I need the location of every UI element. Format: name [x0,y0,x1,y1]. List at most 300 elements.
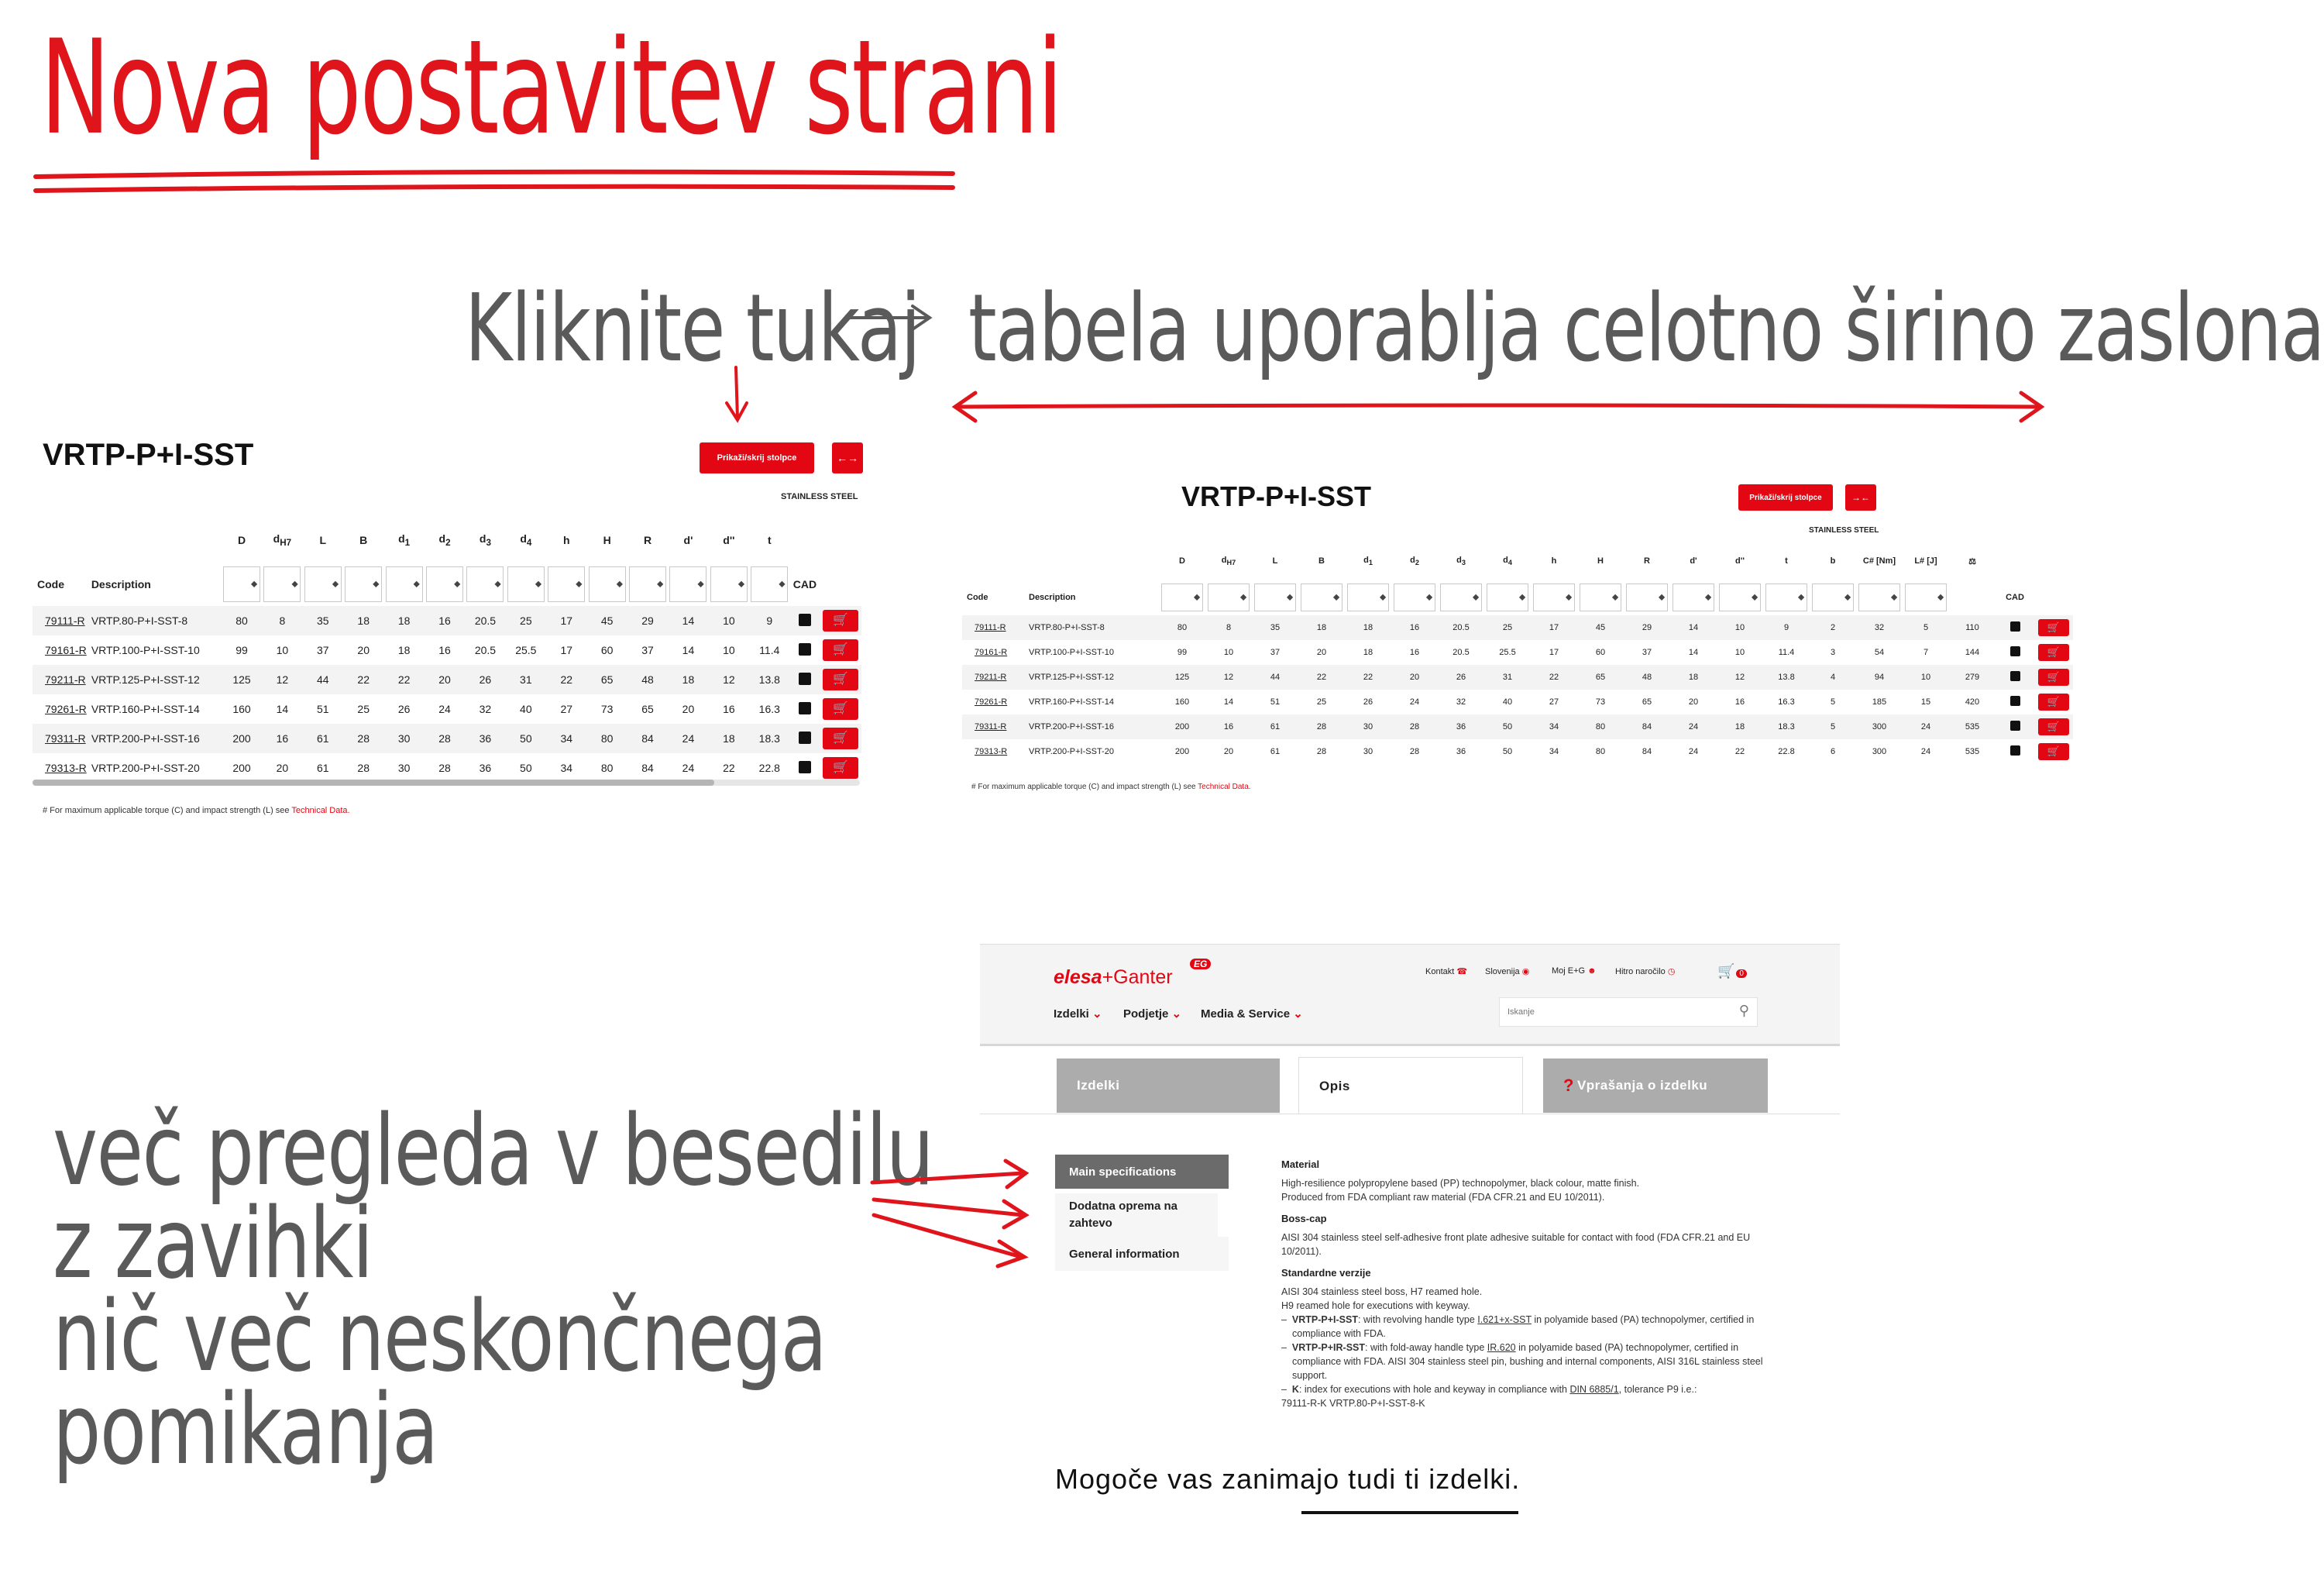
dim-header: L# [J] [1914,556,1937,566]
table-cell: 48 [1624,665,1670,690]
table-cell: 20 [425,665,465,694]
filter-cell [506,563,546,606]
table-row [33,665,861,694]
table-cell: 22 [383,665,424,694]
table-cell: 37 [317,644,329,656]
table-cell: 420 [1965,697,1980,707]
nav-company[interactable] [1123,1007,1181,1021]
table-cell: 60 [600,644,614,656]
table-cell: 185 [1872,697,1887,707]
top-link-country[interactable] [1485,966,1529,976]
table-cell: 27 [1549,697,1559,707]
bosscap-text: AISI 304 stainless steel self-adhesive front plate adhesive suitable for contact with food (FDA CFR.21 and EU 10/2011). [1281,1232,1751,1257]
table-cell: 26 [465,665,505,694]
column-filter-select[interactable] [1580,584,1621,611]
cart-icon: 🛒 [833,643,849,656]
table-cell: 24 [1920,747,1931,756]
bosscap-title: Boss-cap [1281,1213,1327,1224]
column-filter-select[interactable] [1905,584,1947,611]
column-filter-select[interactable] [1719,584,1761,611]
table-cell: 32 [1856,615,1903,640]
filter-cell [425,563,465,606]
table-cell: 20.5 [474,644,497,656]
filter-cell [383,563,424,606]
table-cell: 29 [1624,615,1670,640]
related-products-title: Mogoče vas zanimajo tudi ti izdelki. [1055,1463,1521,1495]
variant-2-link[interactable]: IR.620 [1487,1342,1516,1353]
table-cell: 80 [1577,714,1624,739]
table-cell: 61 [317,762,329,774]
left-footnote-text: # For maximum applicable torque (C) and impact strength (L) see [43,806,292,815]
variant-1-text-a: : with revolving handle type [1358,1314,1478,1325]
dim-header: $d_3$ [479,532,491,548]
column-filter-select[interactable] [629,566,666,602]
cart-icon: 🛒 [2047,646,2061,658]
cube-icon [799,643,811,656]
table-cell: 144 [1965,648,1980,657]
filter-row [962,580,2073,615]
description-header: Description [1029,593,1076,602]
left-scroll-thumb[interactable] [33,780,714,786]
dim-header: d'' [723,534,735,546]
product-description: VRTP.100-P+I-SST-10 [1029,648,1114,657]
table-cell: 10 [1903,665,1949,690]
add-to-cart-cell [820,665,861,694]
table-cell: 18 [343,606,383,635]
table-cell: 36 [465,724,505,753]
add-to-cart-cell [2034,690,2073,714]
dim-header: R [1644,556,1650,566]
menu-accessories[interactable]: Dodatna oprema na zahtevo [1055,1193,1218,1237]
table-cell: 17 [1549,648,1559,657]
table-cell: 17 [560,644,573,656]
variant-k-link[interactable]: DIN 6885/1 [1569,1384,1619,1395]
add-to-cart-button[interactable] [2038,718,2069,735]
table-cell: 31 [506,665,546,694]
cad-download-button[interactable] [1996,714,2034,739]
table-cell: 10 [276,644,289,656]
table-cell: 4 [1810,665,1856,690]
table-cell: 28 [438,762,451,774]
filter-cell [1624,580,1670,615]
table-row [962,690,2073,714]
header-spacer [1996,542,2034,580]
table-cell: 99 [235,644,248,656]
product-code-link[interactable]: 79111-R [33,606,91,635]
cart-icon: 🛒 [2047,745,2061,757]
search-input[interactable] [1500,998,1718,1026]
table-cell: 26 [1438,665,1484,690]
cad-download-button[interactable] [1996,665,2034,690]
table-cell: 125 [1159,665,1205,690]
table-cell: 73 [600,703,614,715]
table-cell: 26 [397,703,411,715]
table-cell: 7 [1923,648,1929,657]
column-filter-select[interactable] [1858,584,1900,611]
column-filter-select[interactable] [1765,584,1807,611]
table-cell: 27 [560,703,573,715]
cad-download-button[interactable] [789,694,820,724]
table-cell: 51 [317,703,329,715]
table-row [962,739,2073,764]
tab-description[interactable]: Opis [1298,1057,1523,1114]
header-spacer [2034,542,2073,580]
globe-icon: ◉ [1521,967,1530,976]
filter-cell [546,563,586,606]
column-filter-select[interactable] [1440,584,1482,611]
filter-cell [1345,580,1391,615]
table-cell: 11.4 [1778,648,1795,657]
right-technical-data-link[interactable]: Technical Data. [1198,783,1251,791]
table-cell: 45 [1577,615,1624,640]
add-to-cart-cell [820,753,861,783]
annotation-overview-1: več pregleda v besedilu [53,1093,933,1207]
filter-cell [343,563,383,606]
table-cell: 44 [303,665,343,694]
table-cell: 37 [1270,648,1281,657]
cad-download-button[interactable] [789,753,820,783]
top-link-contact[interactable] [1425,966,1467,976]
column-filter-select[interactable] [548,566,585,602]
table-cell: 26 [1363,697,1373,707]
cart-icon: 🛒 [833,761,849,774]
filter-cell [1484,580,1531,615]
variant-k-name: K [1291,1384,1299,1395]
table-cell: 40 [520,703,532,715]
column-filter-select[interactable] [589,566,626,602]
table-cell: 28 [357,762,370,774]
expand-arrows-icon: ←→ [837,452,858,464]
cad-download-button[interactable] [789,665,820,694]
top-link-quick-order-label: Hitro naročilo [1615,967,1666,976]
table-cell: 13.8 [1763,665,1810,690]
product-description: VRTP.200-P+I-SST-16 [1029,714,1159,739]
chevron-down-icon: ⌄ [1092,1007,1102,1021]
table-cell: 94 [1856,665,1903,690]
table-cell: 13.8 [749,665,789,694]
table-cell: 80 [1159,615,1205,640]
standard-line-2: H9 reamed hole for executions with keyway. [1281,1300,1470,1311]
table-row [962,615,2073,640]
table-cell: 200 [1159,714,1205,739]
standard-title: Standardne verzije [1281,1267,1371,1279]
variant-2-text-a: : with fold-away handle type [1365,1342,1487,1353]
material-title: Material [1281,1158,1320,1170]
add-to-cart-button[interactable] [2038,644,2069,661]
variant-2-name: VRTP-P+IR-SST [1291,1342,1366,1353]
product-code-link[interactable]: 79313-R [45,762,87,774]
table-cell: 28 [1298,714,1345,739]
table-cell: 34 [1531,714,1577,739]
dim-header: h [562,534,570,546]
table-cell: 16 [1734,697,1745,707]
dim-header: t [767,534,772,546]
add-to-cart-button[interactable] [823,698,858,720]
table-cell: 22 [1734,747,1745,756]
left-material-header: STAINLESS STEEL [781,492,858,501]
phone-icon: ☎ [1456,967,1468,976]
variant-k: – K: index for executions with hole and keyway in compliance with DIN 6885/1, tolerance P9 i.e.: [1281,1384,1697,1395]
table-cell: 37 [1642,648,1652,657]
header-spacer [820,518,861,563]
variant-k-text-b: , tolerance P9 i.e.: [1618,1384,1697,1395]
header-spacer [33,518,222,563]
product-code-link[interactable]: 79211-R [33,665,91,694]
table-cell: 18.3 [1763,714,1810,739]
tab-questions[interactable] [1543,1059,1768,1113]
left-technical-data-link[interactable]: Technical Data. [291,806,350,815]
table-cell: 8 [1205,615,1252,640]
table-cell: 18 [1670,665,1717,690]
cart-icon: 🛒 [833,732,849,745]
logo-elesa: elesa [1054,966,1102,988]
add-to-cart-button[interactable] [823,639,858,661]
table-cell: 54 [1874,648,1885,657]
table-cell: 50 [520,762,532,774]
product-code-link[interactable]: 79261-R [45,703,87,715]
table-cell: 20 [1688,697,1699,707]
table-cell: 20.5 [465,606,505,635]
menu-general-information[interactable]: General information [1055,1237,1229,1271]
table-cell: 20 [1223,747,1234,756]
table-row [962,665,2073,690]
column-filter-select[interactable] [304,566,342,602]
column-filter-select[interactable] [1487,584,1528,611]
column-filter-select[interactable] [263,566,301,602]
cad-download-button[interactable] [789,635,820,665]
dim-header: L [1272,556,1278,566]
product-code-link[interactable]: 79161-R [45,644,87,656]
table-cell: 20.5 [1438,615,1484,640]
dim-header: H [1597,556,1604,566]
table-cell: 22 [1531,665,1577,690]
column-filter-select[interactable] [466,566,504,602]
column-filter-select[interactable] [1394,584,1435,611]
cube-icon [799,761,811,773]
left-expand-button[interactable] [832,442,863,473]
table-cell: 18 [397,644,411,656]
table-cell: 14 [682,644,695,656]
cad-download-button[interactable] [789,724,820,753]
add-to-cart-button[interactable] [2038,619,2069,636]
table-cell: 22 [723,762,735,774]
table-cell: 16 [438,644,451,656]
product-code-link[interactable]: 79311-R [33,724,91,753]
description-header: Description [91,578,151,590]
dim-header: d' [683,534,693,546]
dim-header: $d_3$ [1456,555,1466,567]
table-cell: 20 [357,644,370,656]
product-code-link[interactable]: 79211-R [962,665,1029,690]
table-row [33,724,861,753]
column-filter-select[interactable] [1533,584,1575,611]
filter-cell [262,563,302,606]
table-cell: 30 [397,762,411,774]
table-cell: 32 [479,703,492,715]
search-icon[interactable]: ⚲ [1738,1003,1749,1018]
cad-download-button[interactable] [1996,615,2034,640]
table-cell: 5 [1903,615,1949,640]
left-scrollbar[interactable] [33,780,860,786]
table-cell: 18 [1717,714,1763,739]
filter-cell [1903,580,1949,615]
column-filter-select[interactable] [1673,584,1714,611]
nav-media-label: Media & Service [1201,1007,1291,1021]
cad-download-button[interactable] [1996,739,2034,764]
top-link-quick-order[interactable] [1615,966,1675,976]
add-to-cart-button[interactable] [2038,743,2069,760]
table-cell: 10 [1717,615,1763,640]
cad-download-button[interactable] [789,606,820,635]
table-cell: 12 [262,665,302,694]
table-cell: 9 [1763,615,1810,640]
cart-button[interactable] [1717,963,1747,979]
site-logo[interactable] [1054,959,1208,989]
dim-header: B [1318,556,1325,566]
add-to-cart-cell [820,606,861,635]
column-filter-select[interactable] [1626,584,1668,611]
filter-cell [586,563,627,606]
table-cell: 16 [1409,648,1420,657]
filter-cell [465,563,505,606]
right-show-hide-button[interactable]: Prikaži/skrij stolpce [1738,484,1833,511]
column-filter-select[interactable] [669,566,706,602]
column-filter-select[interactable] [1347,584,1389,611]
table-cell: 34 [1549,747,1559,756]
right-expand-button[interactable] [1845,484,1876,511]
filter-cell [1298,580,1345,615]
table-cell: 36 [1456,747,1466,756]
add-to-cart-button[interactable] [823,610,858,632]
table-cell: 80 [586,724,627,753]
table-cell: 80 [1595,747,1606,756]
filter-cell [1159,580,1205,615]
column-filter-select[interactable] [1812,584,1854,611]
table-cell: 25 [506,606,546,635]
nav-products[interactable] [1054,1007,1102,1021]
table-row [33,635,861,665]
table-cell: 61 [1252,714,1298,739]
material-text: High-resilience polypropylene based (PP) technopolymer, black colour, matte finish. [1281,1178,1640,1189]
product-code-link[interactable]: 79313-R [975,747,1008,756]
column-filter-select[interactable] [345,566,382,602]
table-row [33,753,861,783]
nav-media[interactable] [1201,1007,1303,1021]
table-cell: 22.8 [1778,747,1795,756]
left-show-hide-button[interactable]: Prikaži/skrij stolpce [700,442,814,473]
add-to-cart-button[interactable] [2038,669,2069,686]
column-filter-select[interactable] [1254,584,1296,611]
table-cell: 24 [1688,747,1699,756]
table-cell: 9 [749,606,789,635]
product-code-link[interactable]: 79161-R [975,648,1008,657]
add-to-cart-button[interactable] [823,728,858,749]
filter-cell [1670,580,1717,615]
cad-header: CAD [792,578,817,590]
dim-header: h [1551,556,1557,566]
product-description: VRTP.200-P+I-SST-16 [91,724,222,753]
filter-cell [1763,580,1810,615]
product-code-link[interactable]: 79111-R [962,615,1029,640]
table-cell: 28 [1409,747,1420,756]
table-cell: 14 [1688,648,1699,657]
cad-download-button[interactable] [1996,640,2034,665]
right-footnote [971,783,1251,791]
table-cell: 28 [425,724,465,753]
top-link-country-label: Slovenija [1485,967,1520,976]
table-cell: 22 [1298,665,1345,690]
column-filter-select[interactable] [710,566,748,602]
dim-header: $d_4$ [1503,555,1512,567]
table-cell: 200 [1174,747,1190,756]
clock-icon: ◷ [1667,967,1676,976]
add-to-cart-button[interactable] [823,757,858,779]
product-description: VRTP.80-P+I-SST-8 [91,606,222,635]
filter-cell [1810,580,1856,615]
cart-icon: 🛒 [2047,621,2061,633]
top-link-account[interactable] [1552,966,1597,976]
table-cell: 61 [1270,747,1281,756]
filter-cell [1252,580,1298,615]
add-to-cart-button[interactable] [823,669,858,690]
search-box[interactable] [1499,997,1758,1027]
dim-header: b [1830,556,1836,566]
filter-cell [1205,580,1252,615]
column-filter-select[interactable] [751,566,788,602]
column-filter-select[interactable] [1161,584,1203,611]
add-to-cart-button[interactable] [2038,694,2069,711]
table-cell: 65 [1577,665,1624,690]
left-footnote [43,806,350,815]
table-cell: 25.5 [1499,648,1516,657]
collapse-arrows-icon: →← [1851,492,1870,503]
add-to-cart-cell [2034,665,2073,690]
cart-icon: 🛒 [2047,671,2061,683]
tab-products[interactable]: Izdelki [1057,1059,1280,1113]
table-cell: 110 [1949,615,1996,640]
table-cell: 48 [627,665,668,694]
cad-download-button[interactable] [1996,690,2034,714]
nav-company-label: Podjetje [1123,1007,1169,1021]
table-cell: 80 [222,606,262,635]
column-filter-select[interactable] [507,566,545,602]
table-cell: 14 [668,606,708,635]
menu-main-specifications[interactable]: Main specifications [1055,1155,1229,1189]
column-filter-select[interactable] [223,566,260,602]
table-cell: 14 [1670,615,1717,640]
table-cell: 18.3 [749,724,789,753]
filter-cell [749,563,789,606]
cart-icon: 🛒 [833,673,849,686]
column-filter-select[interactable] [426,566,463,602]
variant-1-link[interactable]: I.621+x-SST [1477,1314,1532,1325]
product-code-link[interactable]: 79311-R [962,714,1029,739]
column-filter-select[interactable] [1208,584,1250,611]
table-cell: 22 [546,665,586,694]
table-cell: 18 [709,724,749,753]
table-cell: 36 [479,762,492,774]
column-filter-select[interactable] [1301,584,1342,611]
column-filter-select[interactable] [386,566,423,602]
product-description: VRTP.125-P+I-SST-12 [1029,665,1159,690]
product-code-link[interactable]: 79261-R [975,697,1008,707]
table-cell: 12 [1205,665,1252,690]
top-link-contact-label: Kontakt [1425,967,1455,976]
dim-header: $d_{H7}$ [273,532,292,548]
cad-header: CAD [2006,593,2024,602]
dim-header: C# [Nm] [1862,556,1896,566]
table-cell: 24 [1409,697,1420,707]
